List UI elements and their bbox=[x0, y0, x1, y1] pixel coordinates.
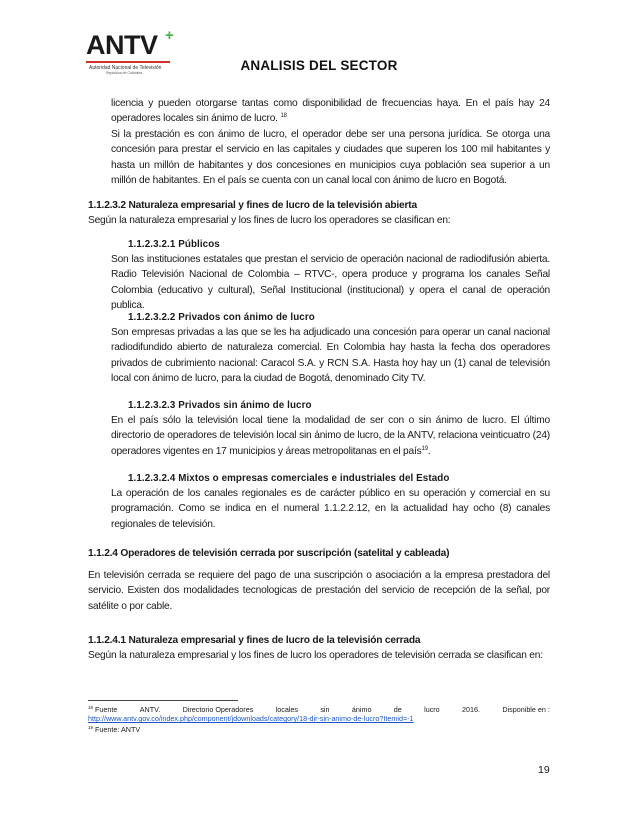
logo-plus-icon: + bbox=[165, 27, 174, 44]
footnote-18-marker: $^{18}$ Fuente bbox=[88, 705, 118, 714]
subsection-text-mixtos: La operación de los canales regionales es de carácter público en su operación y comercial en su programación. Como se indica en el numeral 1.1.2.2.12, en la actualidad hay ocho (8) canales regionales de televisión. bbox=[111, 488, 550, 530]
subsection-text-publicos: Son las instituciones estatales que prestan el servicio de operación nacional de radiodifusión abierta. Radio Televisión Nacional de Colombia – RTVC-, opera produce y programa los canales Señal Colombia (educativo y cultural), Señal Institucional (institucional) y opera el canal de operación publica. bbox=[111, 254, 550, 312]
footnote-word: ANTV. bbox=[139, 705, 161, 714]
section-text-1-1-2-4: En televisión cerrada se requiere del pago de una suscripción o asociación a la empresa prestadora del servicio. Existen dos modalidades tecnologicas de prestación del servicio de recepción de la señal, por satélite o por cable. bbox=[88, 570, 550, 612]
footnote-separator bbox=[88, 700, 238, 701]
logo-subtitle: Autoridad Nacional de Televisión bbox=[89, 65, 162, 71]
footnote-word: 2016. bbox=[462, 705, 481, 714]
section-heading-1-1-2-4: 1.1.2.4 Operadores de televisión cerrada por suscripción (satelital y cableada) bbox=[88, 548, 450, 559]
footnote-word: Disponible en : bbox=[502, 705, 550, 714]
footnote-word: de bbox=[393, 705, 402, 714]
subsection-heading-mixtos: 1.1.2.3.2.4 Mixtos o empresas comerciales e industriales del Estado bbox=[128, 473, 450, 484]
intro-paragraph-2: Si la prestación es con ánimo de lucro, el operador debe ser una persona jurídica. Se otorga una concesión para prestar el servicio en las capitales y ciudades que superen los 100 mil habitantes y hasta un millón de habitantes y dos concesiones en municipios cuya población sea superior a un millón de habitantes. En el país se cuenta con un canal local con ánimo de lucro en Bogotá. bbox=[111, 129, 550, 187]
subsection-heading-privados-con-lucro: 1.1.2.3.2.2 Privados con ánimo de lucro bbox=[128, 312, 315, 323]
subsection-heading-privados-sin-lucro: 1.1.2.3.2.3 Privados sin ánimo de lucro bbox=[128, 400, 312, 411]
page-header-title: ANALISIS DEL SECTOR bbox=[240, 58, 398, 73]
subsection-heading-publicos: 1.1.2.3.2.1 Públicos bbox=[128, 239, 220, 250]
footnote-word: Directorio Operadores bbox=[182, 705, 254, 714]
footnote-19: $^{19}$ Fuente: ANTV bbox=[88, 725, 141, 734]
section-intro-1-1-2-3-2: Según la naturaleza empresarial y los fines de lucro los operadores se clasifican en: bbox=[88, 215, 451, 226]
subsection-text-privados-sin-lucro: En el país sólo la televisión local tiene la modalidad de ser con o sin ánimo de lucro. El último directorio de operadores de televisión local sin ánimo de lucro, de la ANTV, relaciona veinticuatro (24) operadores vigentes en 17 municipios y áreas metropolitanas en el país$^{19}$. bbox=[111, 415, 550, 457]
section-heading-1-1-2-3-2: 1.1.2.3.2 Naturaleza empresarial y fines de lucro de la televisión abierta bbox=[88, 200, 417, 211]
footnote-ref-19: 19 bbox=[421, 445, 428, 452]
logo-wordmark: ANTV bbox=[86, 30, 158, 60]
page-number: 19 bbox=[538, 764, 550, 776]
footnote-ref-18: 18 bbox=[280, 113, 287, 120]
intro-paragraph-1: licencia y pueden otorgarse tantas como disponibilidad de frecuencias haya. En el país hay 24 operadores locales sin ánimo de lucro. $^{18}$ bbox=[111, 98, 550, 125]
subsection-text-privados-con-lucro: Son empresas privadas a las que se les ha adjudicado una concesión para operar un canal nacional radiodifundido abierto de naturaleza comercial. En Colombia hay hasta la fecha dos operadores privados de cubrimiento nacional: Caracol S.A. y RCN S.A. Hasta hoy hay un (1) canal de televisión local con ánimo de lucro, para la ciudad de Bogotá, denominado City TV. bbox=[111, 327, 550, 385]
footnote-18-link[interactable]: http://www.antv.gov.co/index.php/component/jdownloads/category/18-dir-sin-animo-de-lucro?Itemid=-1 bbox=[88, 714, 414, 723]
section-intro-1-1-2-4-1: Según la naturaleza empresarial y los fines de lucro los operadores de televisión cerrada se clasifican en: bbox=[88, 650, 543, 661]
footnote-word: lucro bbox=[424, 705, 440, 714]
footnote-word: sin bbox=[320, 705, 330, 714]
footnote-word: ánimo bbox=[351, 705, 372, 714]
footnote-word: locales bbox=[275, 705, 298, 714]
logo-subtitle-country: República de Colombia bbox=[106, 71, 143, 75]
section-heading-1-1-2-4-1: 1.1.2.4.1 Naturaleza empresarial y fines de lucro de la televisión cerrada bbox=[88, 635, 421, 646]
